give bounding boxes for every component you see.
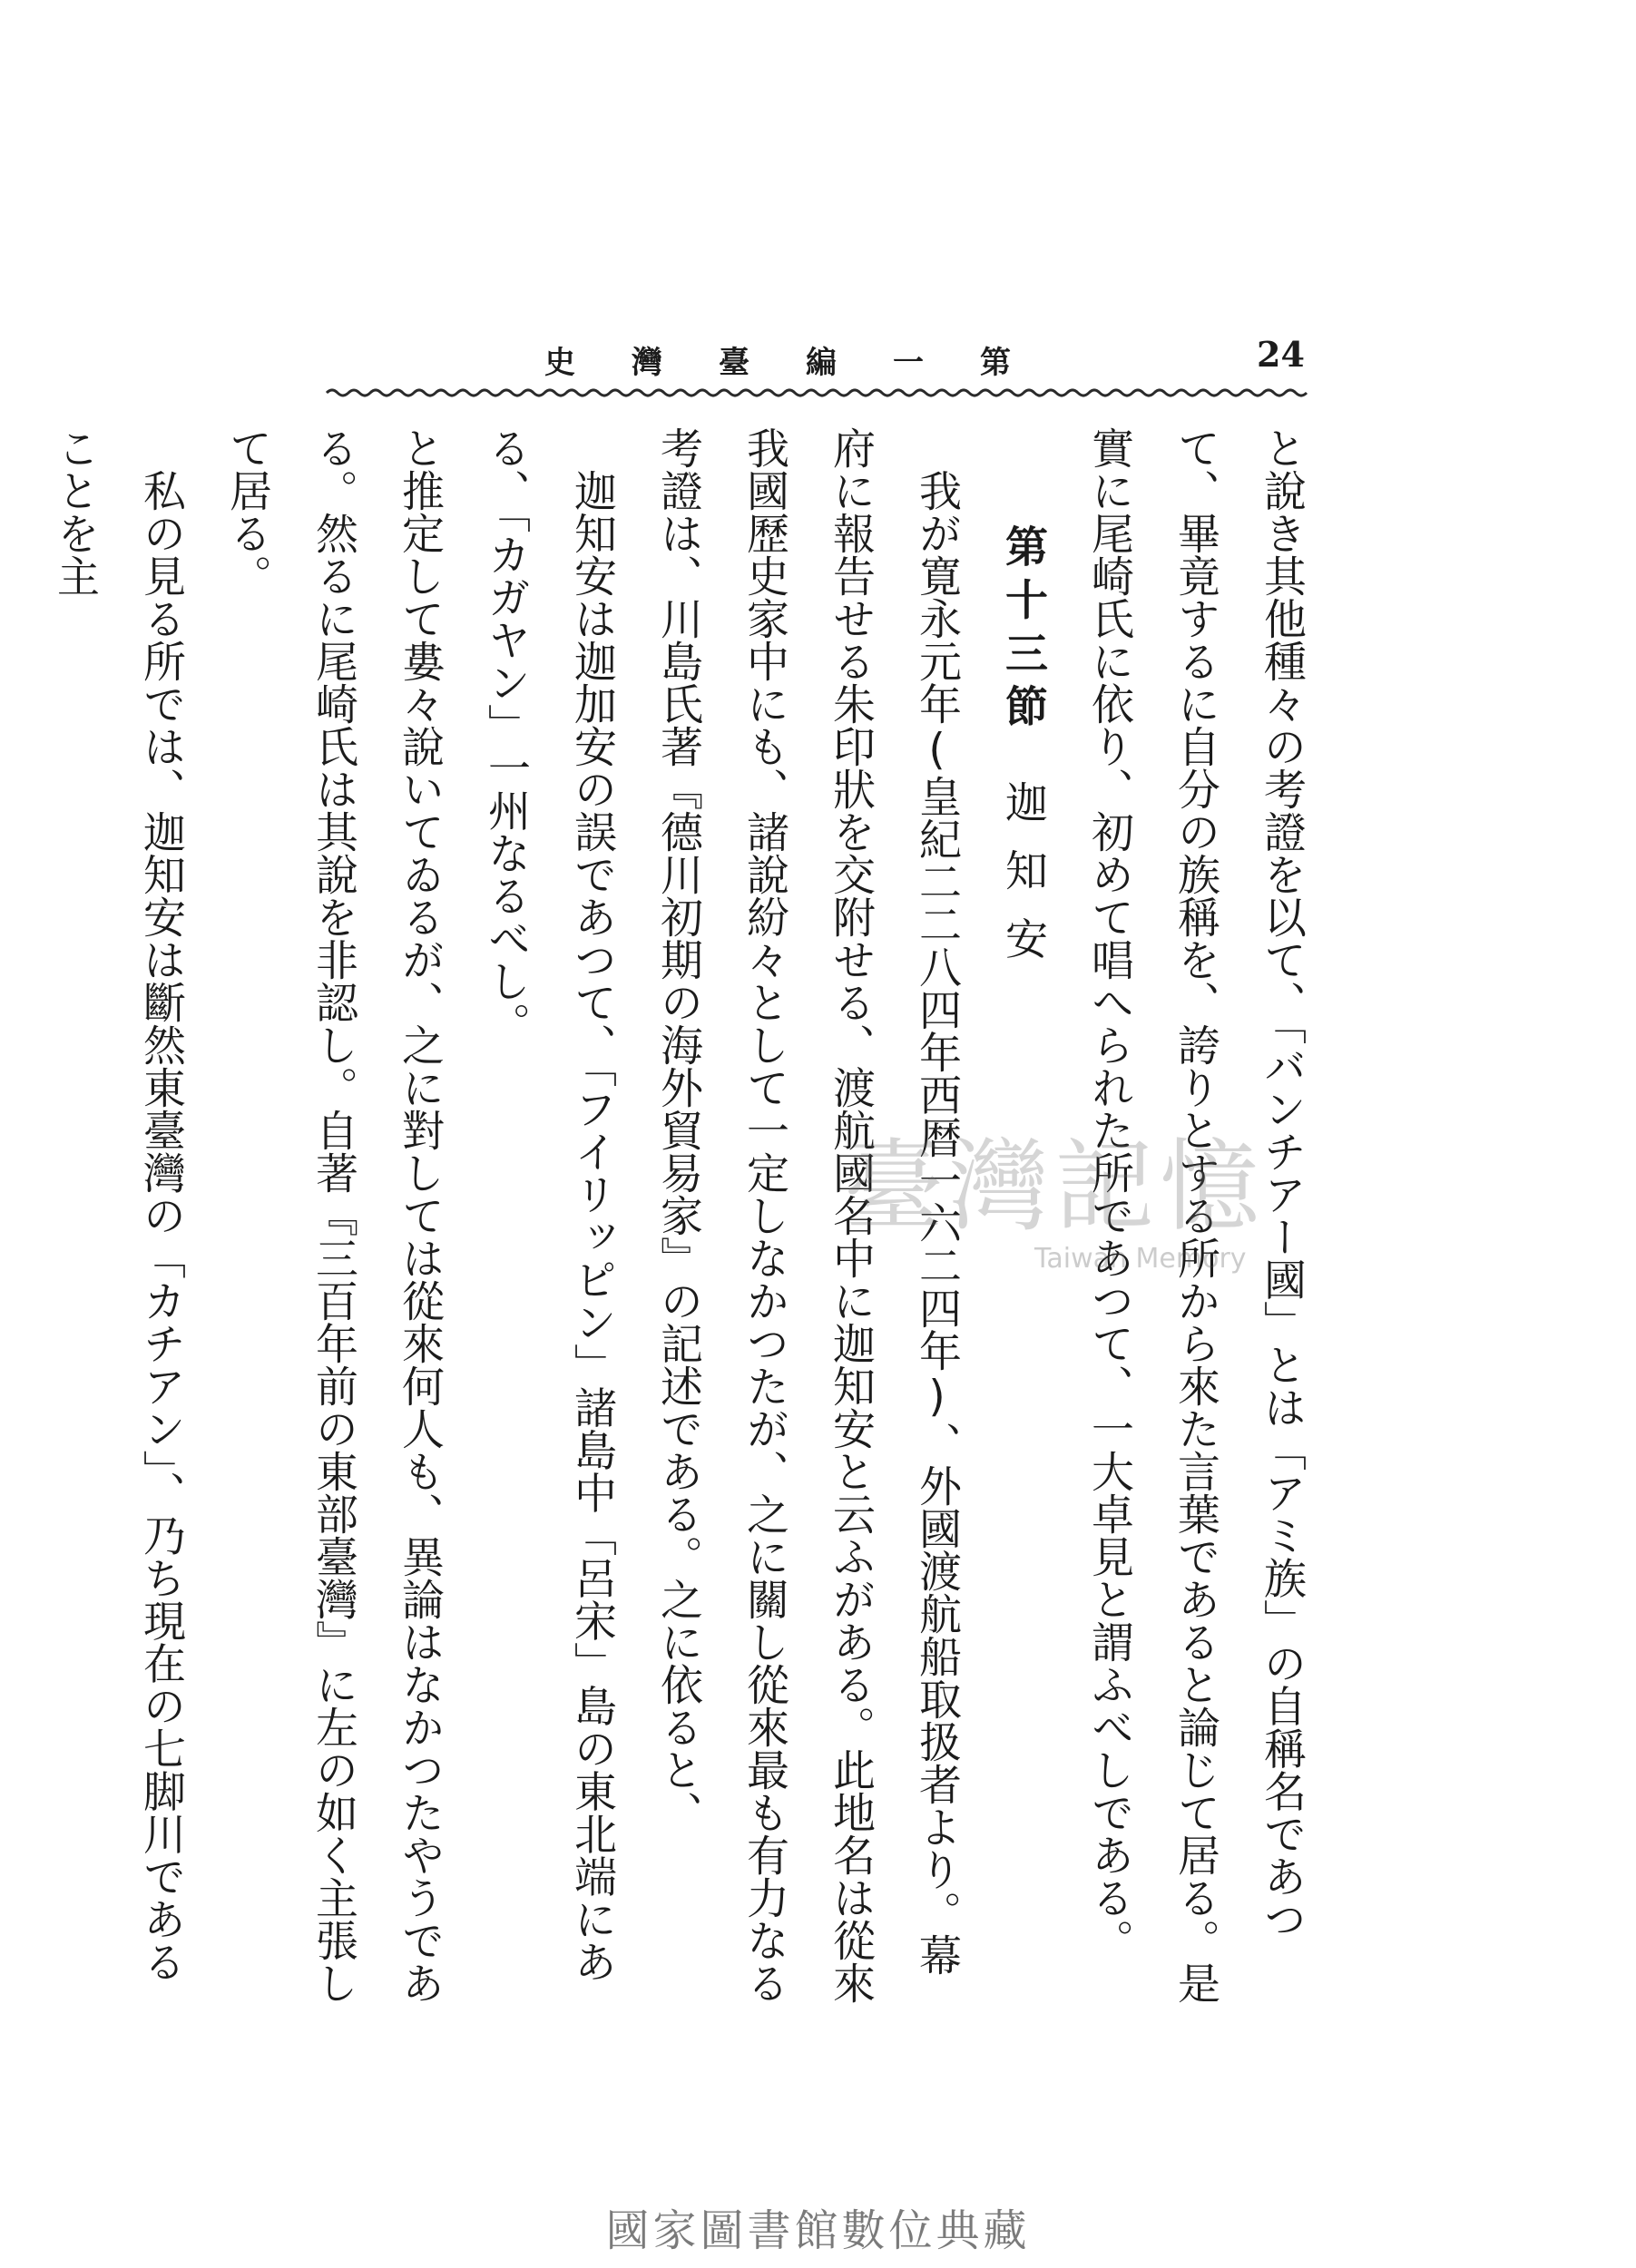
watermark-subtext: Taiwan Memory <box>1034 1243 1247 1275</box>
footer-credit: 國家圖書館數位典藏 <box>605 2205 1031 2256</box>
section-heading <box>980 426 1066 2005</box>
header-rule <box>327 386 1307 399</box>
watermark-text: 臺灣記憶 <box>844 1129 1265 1245</box>
page-number: 24 <box>1257 334 1305 375</box>
paragraph-2: 我が寛永元年(皇紀二二八四年西暦一六二四年)、外國渡航船取扱者より。幕府に報告せる朱印狀を交附せる、渡航國名中に迦知安と云ふがある。此地名は從來我國歷史家中にも、諸說紛々として一定しなかつたが、之に關し從來最も有力なる考證は、川島氏著『德川初期の海外貿易家』の記述である。之に依ると、 <box>653 426 962 2004</box>
section-number: 第十三節 <box>998 524 1048 738</box>
paragraph-1: と說き其他種々の考證を以て、「バンチアー國」とは「アミ族」の自稱名であつて、畢竟するに自分の族稱を、誇りとする所から來た言葉であると論じて居る。是實に尾崎氏に依り、初めて唱へられた所であつて、一大卓見と謂ふべしである。 <box>1084 426 1307 2004</box>
running-header-title: 史灣臺編一第 <box>544 345 1067 381</box>
paragraph-5: 私の見る所では、迦知安は斷然東臺灣の「カチアン」、乃ち現在の七脚川であることを主 <box>50 426 186 1983</box>
section-title: 迦知安 <box>998 780 1048 985</box>
vertical-text-body <box>50 426 1325 2005</box>
paragraph-4: と推定して婁々說いてゐるが、之に對しては從來何人も、異論はなかつたやうである。然るに尾崎氏は其說を非認し。自著『三百年前の東部臺灣』に左の如く主張して居る。 <box>222 426 445 2004</box>
paragraph-3-quote: 迦知安は迦加安の誤であつて、「フイリッピン」諸島中「呂宋」島の東北端にある、「カガヤン」一州なるべし。 <box>481 426 617 1983</box>
